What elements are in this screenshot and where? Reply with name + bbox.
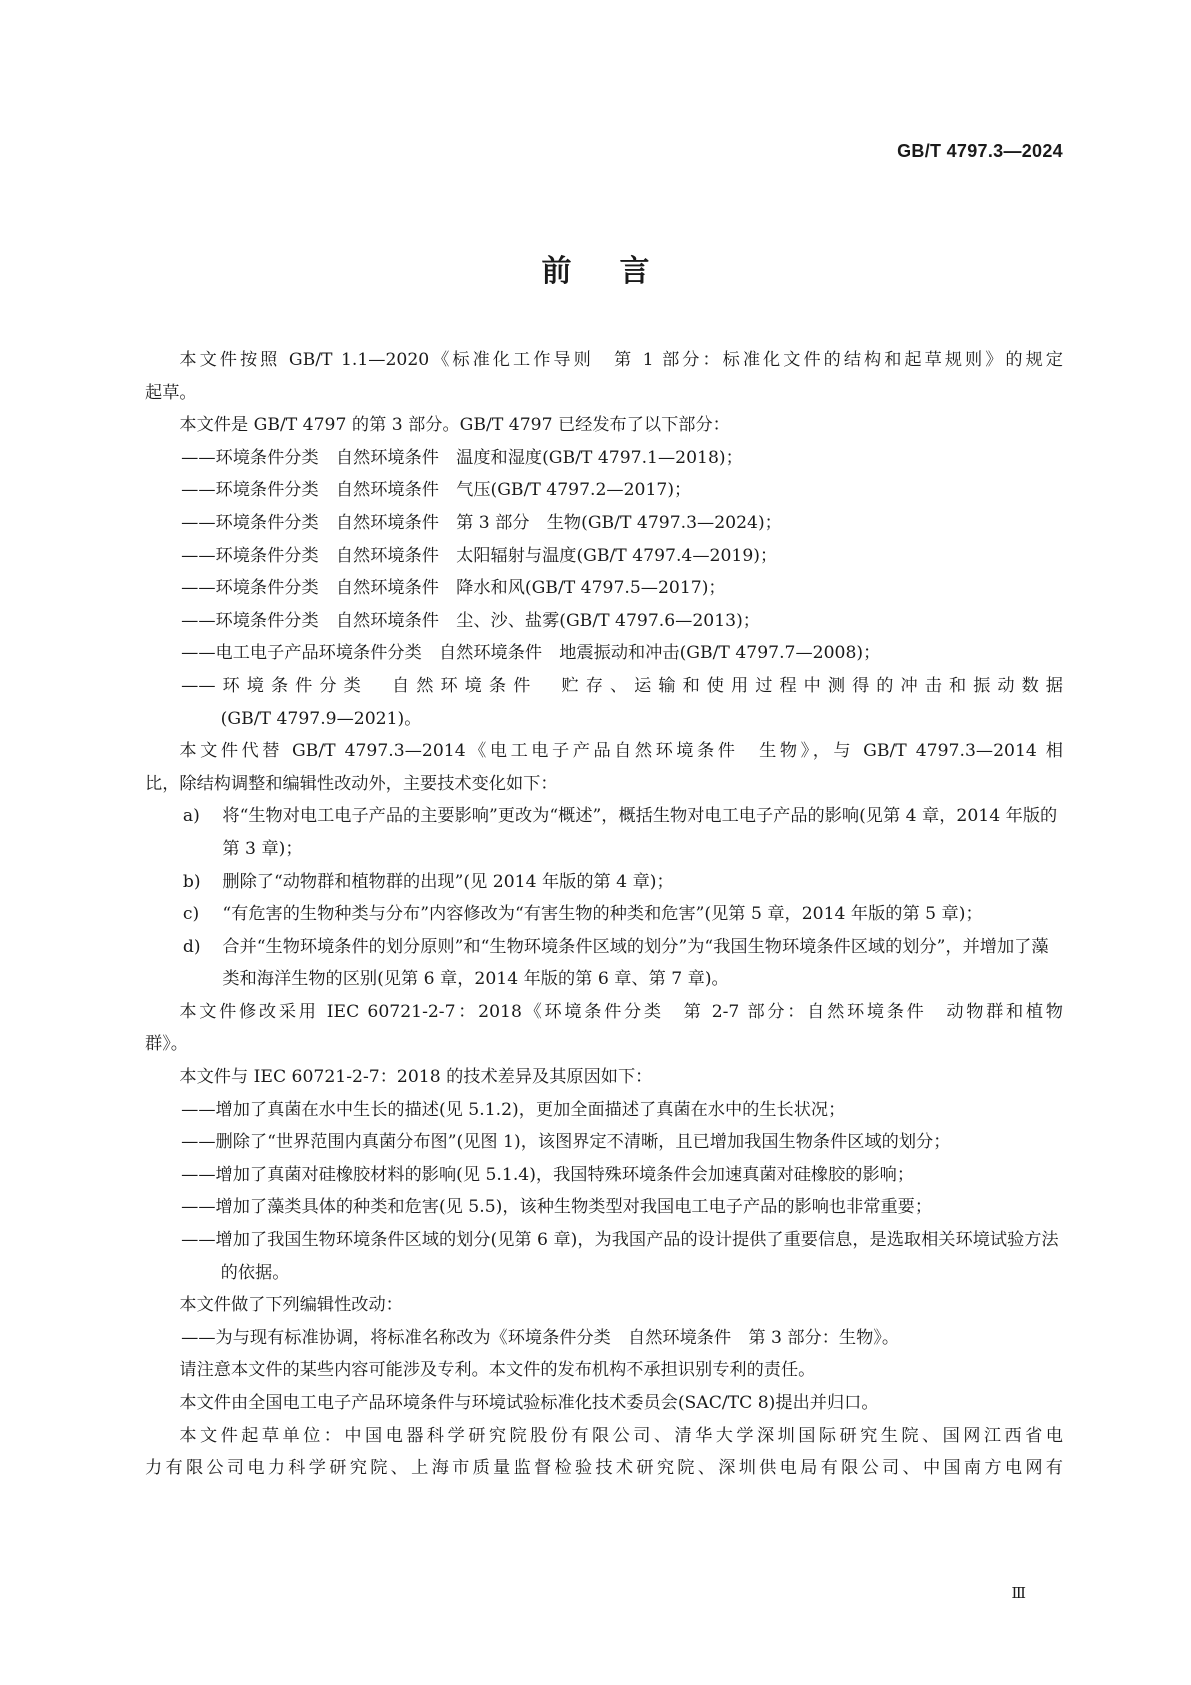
part-list-item: ——环境条件分类 自然环境条件 第 3 部分 生物(GB/T 4797.3—2024)； [181, 512, 782, 533]
change-item-b [145, 866, 1063, 899]
paragraph-parts-intro: 本文件是 GB/T 4797 的第 3 部分。GB/T 4797 已经发布了以下部分： [179, 415, 730, 436]
page-title: 前言 [541, 254, 698, 289]
paragraph-adoption-line1: 本文件修改采用 IEC 60721-2-7：2018《环境条件分类 第 2-7 部分：自然环境条件 动物群和植物 [179, 1001, 1063, 1022]
part-list-item-9-line1: ——环境条件分类 自然环境条件 贮存、运输和使用过程中测得的冲击和振动数据 [181, 675, 1063, 696]
list-marker: c) [182, 904, 200, 925]
part-list-item: ——环境条件分类 自然环境条件 温度和湿度(GB/T 4797.1—2018)； [181, 447, 743, 468]
paragraph-replaces-line2: 比，除结构调整和编辑性改动外，主要技术变化如下： [145, 773, 558, 794]
change-text: 将“生物对电工电子产品的主要影响”更改为“概述”，概括生物对电工电子产品的影响(见第 4 章，2014 年版的第 3 章)； [222, 806, 1058, 859]
standard-code: GB/T 4797.3—2024 [897, 141, 1063, 161]
paragraph-editorial-intro: 本文件做了下列编辑性改动： [179, 1295, 403, 1316]
foreword-body [145, 344, 1063, 1485]
paragraph-differences-intro: 本文件与 IEC 60721-2-7：2018 的技术差异及其原因如下： [179, 1067, 653, 1088]
paragraph-replaces-line1: 本文件代替 GB/T 4797.3—2014《电工电子产品自然环境条件 生物》，与 GB/T 4797.3—2014 相 [179, 741, 1063, 762]
difference-item: ——增加了真菌在水中生长的描述(见 5.1.2)，更加全面描述了真菌在水中的生长状况； [181, 1099, 846, 1120]
change-text: “有危害的生物种类与分布”内容修改为“有害生物的种类和危害”(见第 5 章，2014 年版的第 5 章)； [222, 904, 983, 925]
part-list-item: ——环境条件分类 自然环境条件 降水和风(GB/T 4797.5—2017)； [181, 578, 726, 599]
part-list-item: ——电工电子产品环境条件分类 自然环境条件 地震振动和冲击(GB/T 4797.7—2008)； [181, 643, 881, 664]
change-item-d [145, 931, 1063, 996]
difference-item: ——删除了“世界范围内真菌分布图”(见图 1)，该图界定不清晰，且已增加我国生物条件区域的划分； [181, 1132, 951, 1153]
editorial-item: ——为与现有标准协调，将标准名称改为《环境条件分类 自然环境条件 第 3 部分：生物》。 [181, 1327, 900, 1348]
part-list-item: ——环境条件分类 自然环境条件 尘、沙、盐雾(GB/T 4797.6—2013)； [181, 610, 760, 631]
paragraph-basis-line2: 起草。 [145, 382, 197, 403]
paragraph-patent: 请注意本文件的某些内容可能涉及专利。本文件的发布机构不承担识别专利的责任。 [179, 1360, 816, 1381]
page-number: Ⅲ [1011, 1584, 1026, 1602]
paragraph-drafters-line1: 本文件起草单位：中国电器科学研究院股份有限公司、清华大学深圳国际研究生院、国网江西省电 [179, 1425, 1063, 1446]
difference-item: ——增加了真菌对硅橡胶材料的影响(见 5.1.4)，我国特殊环境条件会加速真菌对硅橡胶的影响； [181, 1164, 915, 1185]
part-list-item-9-line2: (GB/T 4797.9—2021)。 [220, 708, 422, 729]
part-list-item: ——环境条件分类 自然环境条件 太阳辐射与温度(GB/T 4797.4—2019)； [181, 545, 778, 566]
difference-item: ——增加了藻类具体的种类和危害(见 5.5)，该种生物类型对我国电工电子产品的影响也非常重要； [181, 1197, 933, 1218]
list-marker: a) [182, 806, 200, 827]
difference-item: ——增加了我国生物环境条件区域的划分(见第 6 章)，为我国产品的设计提供了重要信息，是选取相关环境试验方法的依据。 [181, 1230, 1059, 1283]
list-marker: b) [182, 871, 201, 892]
part-list-item: ——环境条件分类 自然环境条件 气压(GB/T 4797.2—2017)； [181, 480, 692, 501]
change-item-c [145, 898, 1063, 931]
paragraph-committee: 本文件由全国电工电子产品环境条件与环境试验标准化技术委员会(SAC/TC 8)提出并归口。 [179, 1393, 879, 1413]
paragraph-adoption-line2: 群》。 [145, 1034, 188, 1055]
list-marker: d) [182, 936, 201, 957]
paragraph-drafters-line2: 力有限公司电力科学研究院、上海市质量监督检验技术研究院、深圳供电局有限公司、中国南方电网有 [145, 1458, 1063, 1479]
change-item-a [145, 800, 1063, 865]
paragraph-basis-line1: 本文件按照 GB/T 1.1—2020《标准化工作导则 第 1 部分：标准化文件的结构和起草规则》的规定 [179, 350, 1063, 370]
change-text: 删除了“动物群和植物群的出现”(见 2014 年版的第 4 章)； [222, 871, 674, 892]
change-text: 合并“生物环境条件的划分原则”和“生物环境条件区域的划分”为“我国生物环境条件区域的划分”，并增加了藻类和海洋生物的区别(见第 6 章，2014 年版的第 6 章、第 7 章)。 [222, 936, 1049, 990]
